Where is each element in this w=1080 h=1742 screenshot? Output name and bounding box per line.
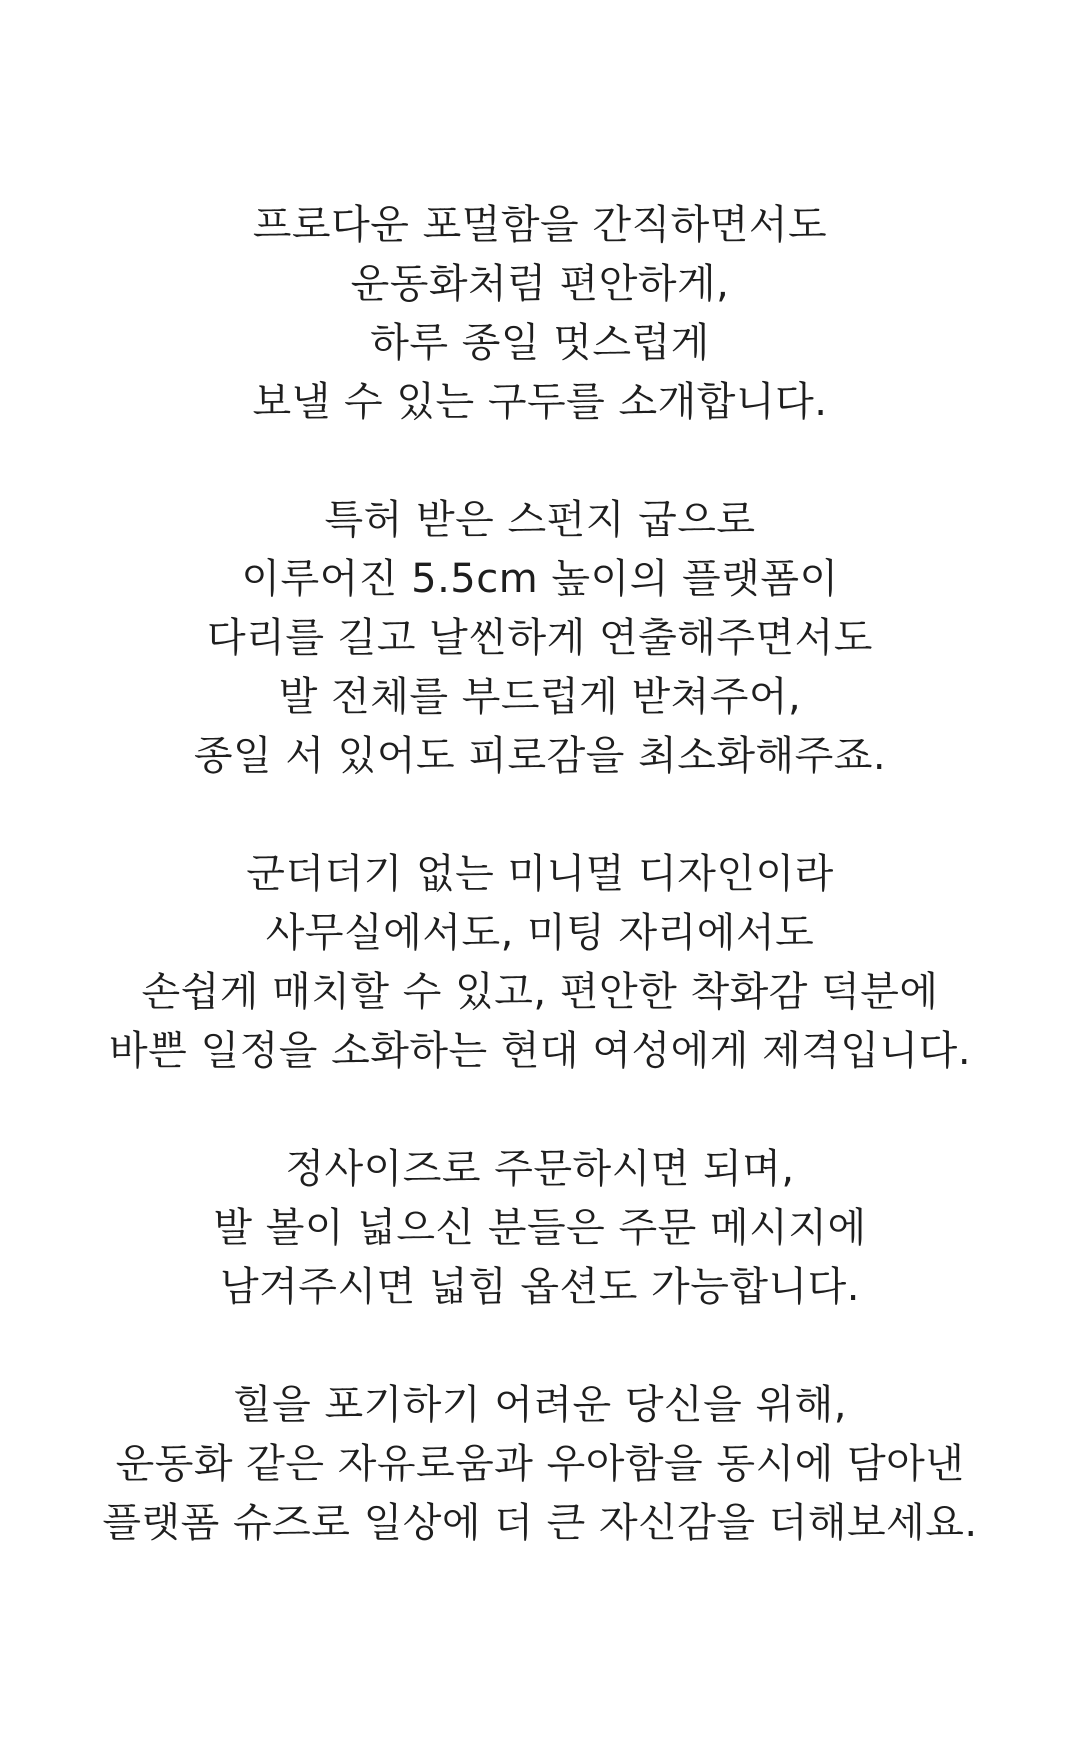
product-description xyxy=(0,196,1080,1553)
text-line: 발 전체를 부드럽게 받쳐주어, xyxy=(278,674,802,720)
text-line: 특허 받은 스펀지 굽으로 xyxy=(324,497,756,543)
text-line: 하루 종일 멋스럽게 xyxy=(370,320,710,366)
text-line: 발 볼이 넓으신 분들은 주문 메시지에 xyxy=(213,1205,867,1251)
text-line: 사무실에서도, 미팅 자리에서도 xyxy=(265,910,815,956)
text-line: 운동화 같은 자유로움과 우아함을 동시에 담아낸 xyxy=(115,1441,965,1487)
text-line: 정사이즈로 주문하시면 되며, xyxy=(285,1146,795,1192)
text-line: 손쉽게 매치할 수 있고, 편안한 착화감 덕분에 xyxy=(141,969,939,1015)
text-line: 남겨주시면 넓힘 옵션도 가능합니다. xyxy=(220,1264,860,1310)
text-line: 종일 서 있어도 피로감을 최소화해주죠. xyxy=(193,733,887,779)
paragraph-sizing xyxy=(0,1140,1080,1317)
paragraph-closing xyxy=(0,1376,1080,1553)
text-line: 군더더기 없는 미니멀 디자인이라 xyxy=(246,851,834,897)
text-line: 보낼 수 있는 구두를 소개합니다. xyxy=(252,379,828,425)
paragraph-platform xyxy=(0,491,1080,786)
text-line: 바쁜 일정을 소화하는 현대 여성에게 제격입니다. xyxy=(108,1028,972,1074)
paragraph-intro xyxy=(0,196,1080,432)
text-line: 다리를 길고 날씬하게 연출해주면서도 xyxy=(207,615,873,661)
text-line: 운동화처럼 편안하게, xyxy=(350,261,730,307)
text-line: 이루어진 5.5cm 높이의 플랫폼이 xyxy=(241,556,839,602)
text-line: 플랫폼 슈즈로 일상에 더 큰 자신감을 더해보세요. xyxy=(102,1500,978,1546)
paragraph-design xyxy=(0,845,1080,1081)
text-line: 프로다운 포멀함을 간직하면서도 xyxy=(252,202,828,248)
text-line: 힐을 포기하기 어려운 당신을 위해, xyxy=(232,1382,848,1428)
